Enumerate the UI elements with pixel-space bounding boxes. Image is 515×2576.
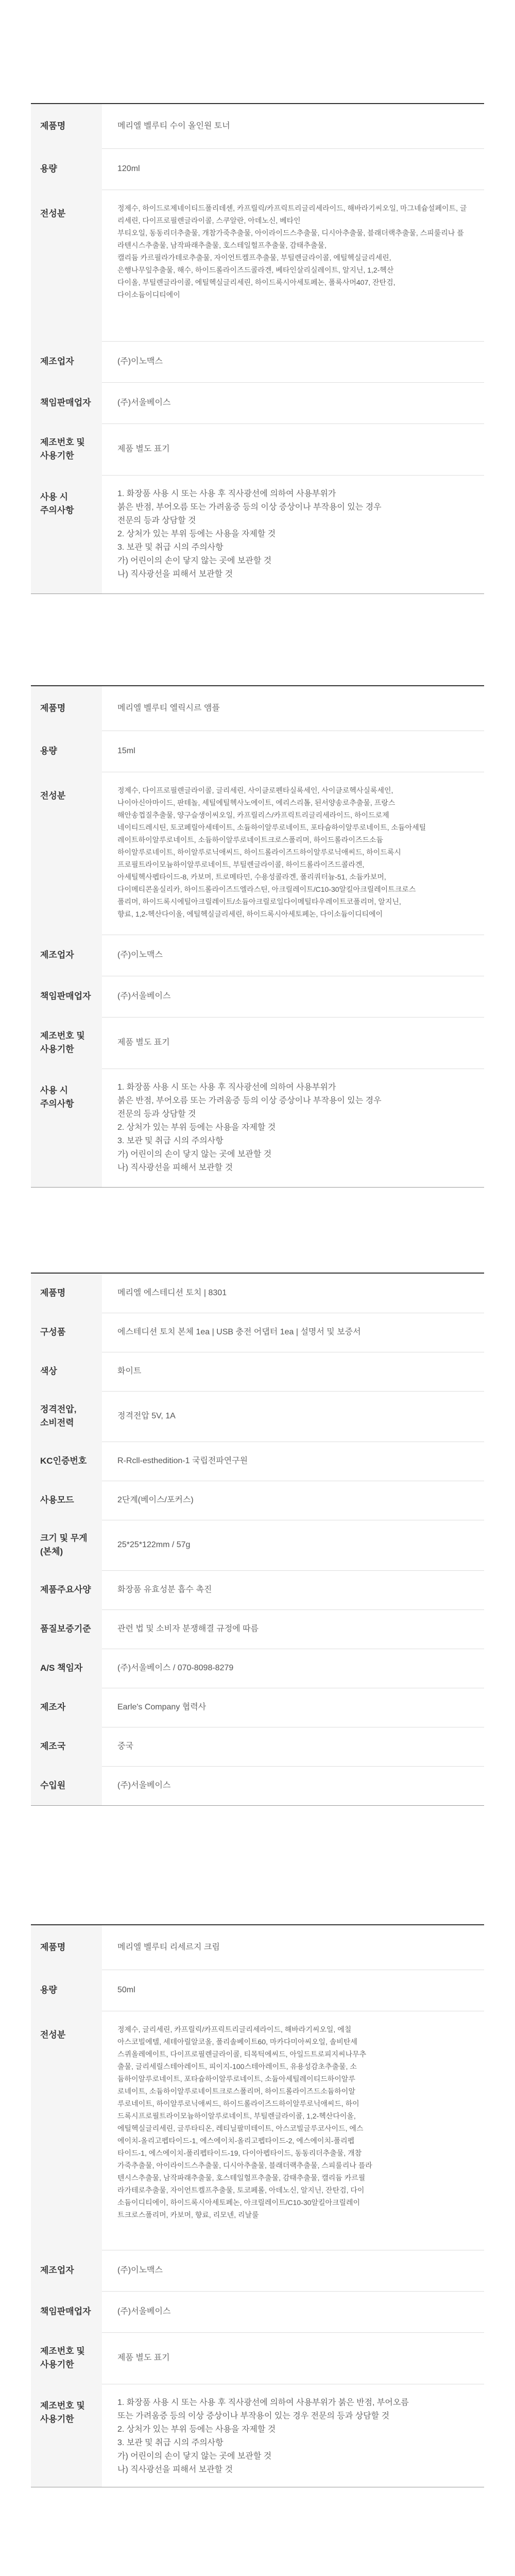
row-label: 사용 시 주의사항 [40, 1086, 74, 1109]
row-label: 책임판매업자 [40, 991, 91, 1001]
row-label-cell [31, 475, 102, 594]
row-value: (주)이노맥스 [117, 357, 163, 366]
table-row [31, 2250, 484, 2292]
table-row [31, 1570, 484, 1610]
table-row [31, 1352, 484, 1392]
row-value: 제품 별도 표기 [117, 2353, 170, 2362]
row-label: 크기 및 무게 (본체) [40, 1533, 88, 1556]
product-info-table-cream [31, 1924, 484, 2474]
row-label-cell [31, 2291, 102, 2332]
row-value: 15ml [117, 747, 135, 755]
row-label: 제품명 [40, 1942, 66, 1952]
row-label-cell [31, 686, 102, 731]
row-label-cell [31, 976, 102, 1017]
row-value: 중국 [117, 1742, 133, 1751]
row-label-cell [31, 382, 102, 423]
row-value: 50ml [117, 1986, 135, 1994]
row-label-cell [31, 190, 102, 341]
row-label-cell [31, 935, 102, 976]
row-value: 2단계(베이스/포커스) [117, 1496, 194, 1504]
row-value: 관련 법 및 소비자 분쟁해결 규정에 따름 [117, 1624, 259, 1633]
table-row [31, 1481, 484, 1520]
row-label: 제조번호 및 사용기한 [40, 2401, 85, 2424]
table-row [31, 1017, 484, 1069]
row-label-cell [31, 2011, 102, 2250]
row-value: 120ml [117, 164, 140, 173]
row-label: KC인증번호 [40, 1456, 87, 1466]
row-label-cell [31, 2250, 102, 2291]
table-row [31, 2291, 484, 2333]
row-label: 구성품 [40, 1327, 66, 1337]
row-label: 색상 [40, 1366, 57, 1376]
row-label: 제조번호 및 사용기한 [40, 2346, 85, 2369]
row-label: 사용모드 [40, 1495, 74, 1505]
table-row [31, 1727, 484, 1767]
table-row [31, 2384, 484, 2487]
row-label-cell [31, 1688, 102, 1727]
row-value: (주)서울베이스 [117, 992, 171, 1001]
row-value: Earle's Company 협력사 [117, 1703, 207, 1711]
table-row [31, 1442, 484, 1481]
row-value: 화이트 [117, 1367, 142, 1376]
table-row [31, 1391, 484, 1442]
row-label-cell [31, 772, 102, 935]
row-label-cell [31, 1520, 102, 1570]
row-label: 제품주요사양 [40, 1585, 91, 1595]
row-label-cell [31, 1570, 102, 1609]
row-label-cell [31, 1727, 102, 1766]
row-label-cell [31, 423, 102, 475]
row-value: (주)서울베이스 [117, 1781, 171, 1790]
table-row [31, 1069, 484, 1188]
table-row [31, 2332, 484, 2384]
row-label: 정격전압, 소비전력 [40, 1404, 77, 1428]
row-label-cell [31, 104, 102, 148]
table-row [31, 686, 484, 731]
row-label: 제조국 [40, 1741, 66, 1751]
table-row [31, 1925, 484, 1970]
row-value: 1. 화장품 사용 시 또는 사용 후 직사광선에 의하여 사용부위가 붉은 반점, 부어오름 또는 가려움증 등의 이상 증상이나 부작용이 있는 경우 전문의 등과 상담할 것 2. 상처가 있는 부위 등에는 사용을 자제할 것 3. 보관 및 취급 시의 주의사항 가) 어린이의 손이 닿지 않는 곳에 보관할 것 나) 직사광선을 피해서 보관할 것 [117, 2398, 409, 2474]
row-label: 품질보증기준 [40, 1624, 91, 1634]
row-label: 제조번호 및 사용기한 [40, 437, 85, 461]
row-label-cell [31, 1274, 102, 1313]
row-label-cell [31, 1481, 102, 1520]
row-label: 제조번호 및 사용기한 [40, 1031, 85, 1054]
row-label-cell [31, 1766, 102, 1805]
row-value: 화장품 유효성분 흡수 촉진 [117, 1585, 212, 1594]
row-label-cell [31, 1017, 102, 1069]
row-label-cell [31, 1069, 102, 1187]
table-row [31, 935, 484, 976]
row-value: 메리엘 벨루티 엘릭시르 앰플 [117, 704, 220, 713]
table-row [31, 1313, 484, 1352]
row-value: 25*25*122mm / 57g [117, 1540, 191, 1549]
row-label: 책임판매업자 [40, 2307, 91, 2316]
row-label: 전성분 [40, 209, 66, 218]
row-label: 사용 시 주의사항 [40, 492, 74, 515]
row-value: (주)서울베이스 [117, 2307, 171, 2316]
row-label-cell [31, 1649, 102, 1688]
row-value: (주)서울베이스 / 070-8098-8279 [117, 1664, 234, 1672]
row-value: 메리엘 벨루티 수이 올인원 토너 [117, 122, 230, 130]
row-value: 1. 화장품 사용 시 또는 사용 후 직사광선에 의하여 사용부위가 붉은 반점, 부어오름 또는 가려움증 등의 이상 증상이나 부작용이 있는 경우 전문의 등과 상담할 것 2. 상처가 있는 부위 등에는 사용을 자제할 것 3. 보관 및 취급 시의 주의사항 가) 어린이의 손이 닿지 않는 곳에 보관할 것 나) 직사광선을 피해서 보관할 것 [117, 489, 382, 579]
table-row [31, 1688, 484, 1727]
row-label-cell [31, 1442, 102, 1481]
table-row [31, 1274, 484, 1313]
row-label: 전성분 [40, 2030, 66, 2040]
row-label: 제품명 [40, 121, 66, 131]
table-row [31, 1609, 484, 1649]
row-label: 제조업자 [40, 2265, 74, 2275]
row-label-cell [31, 1970, 102, 2011]
row-label-cell [31, 1352, 102, 1391]
table-row [31, 190, 484, 342]
table-row [31, 731, 484, 772]
product-info-table-ampoule [31, 685, 484, 1172]
row-value: 메리엘 벨루티 리세르지 크림 [117, 1943, 220, 1952]
row-label: 용량 [40, 1985, 57, 1995]
table-row [31, 1649, 484, 1688]
row-value: (주)서울베이스 [117, 398, 171, 407]
row-label: 제품명 [40, 703, 66, 713]
row-label-cell [31, 1391, 102, 1442]
table-row [31, 1766, 484, 1806]
product-info-table-toner [31, 103, 484, 579]
row-value: 제품 별도 표기 [117, 445, 170, 453]
row-label-cell [31, 148, 102, 190]
table-row [31, 423, 484, 476]
table-row [31, 382, 484, 424]
row-label-cell [31, 1313, 102, 1352]
table-row [31, 341, 484, 383]
row-value: 제품 별도 표기 [117, 1038, 170, 1047]
table-row [31, 475, 484, 594]
table-row [31, 772, 484, 935]
row-label: 용량 [40, 746, 57, 756]
row-value: 정제수, 하이드로제네이티드폴리데센, 카프릴릭/카프릭트리글리세라이드, 해바라기씨오일, 마그네슘설페이트, 글리세린, 다이프로필렌글라이콜, 스쿠알란, 아데노신, 베타인 부티오일, 동동리더추출물, 개참가죽추출물, 아이라이드스추출물, 디시아추출물, 블래더랙추출물, 스피룰리나 플라텐시스추출물, 남작파래추출물, 호스테일헐프추출물, 감태추출물, 캘리듐 카르필라가테로추출물, 자이언트켈프추출물, 부틸렌글라이콜, 에틸헥실글리세린, 은행나무잎추출물, 해수, 하이드롤라이즈드콜라겐, 베타인살리실레이트, 알지닌, 1,2-헥산 다이올, 부틸렌글라이콜, 에틸헥실글리세린, 하이드록시아세토페논, 폴록사머407, 잔탄검, 다이소듐이디티에이 [117, 204, 467, 299]
row-label: 전성분 [40, 791, 66, 801]
table-row [31, 2011, 484, 2250]
row-value: 정제수, 다이프로필렌글라이콜, 글리세린, 사이클로펜타실록세인, 사이클로헥사실록세인, 나이아신아마이드, 판테놀, 세틸에틸헥사노에이트, 에리스리톨, 된서양송로추출물, 프랑스 해안송껍질추출물, 양구슬생이씨오일, 카프릴리스/카프릭트리글리세라이드, 하이드로제 네이티드레시틴, 토코페릴아세테이트, 소듐하이알루로네이트, 포타슘하이알루로네이트, 소듐아세틸 레이트하이알루로네이트, 소듐하이알루로네이트크로스폴리머, 하이드롤라이즈드소듐 하이알루로네이트, 하이알루로닉애씨드, 하이드롤라이즈드하이알루로닉애씨드, 하이드록시 프로필트라이모늄하이알루로네이트, 부틸렌글라이콜, 하이드롤라이즈드콜라겐, 아세틸헥사펩타이드-8, 카보머, 트로메타민, 수용성콜라겐, 폴리쿼터늄-51, 소듐카보머, 다이메티콘올실리카, 하이드롤라이즈드엘라스틴, 아크릴레이트/C10-30알킬아크릴레이트크로스 폴리머, 하이드록시에틸아크릴레이트/소듐아크릴로일다이메틸타우레이트코폴리머, 알지닌, 향료, 1,2-헥산다이올, 에틸헥실글리세린, 하이드록시아세토페논, 다이소듐이디티에이 [117, 786, 426, 918]
table-row [31, 104, 484, 149]
row-label-cell [31, 2384, 102, 2487]
row-value: 1. 화장품 사용 시 또는 사용 후 직사광선에 의하여 사용부위가 붉은 반점, 부어오름 또는 가려움증 등의 이상 증상이나 부작용이 있는 경우 전문의 등과 상담할 것 2. 상처가 있는 부위 등에는 사용을 자제할 것 3. 보관 및 취급 시의 주의사항 가) 어린이의 손이 닿지 않는 곳에 보관할 것 나) 직사광선을 피해서 보관할 것 [117, 1083, 382, 1172]
row-value: (주)이노맥스 [117, 2266, 163, 2275]
row-label: 제조업자 [40, 950, 74, 960]
row-label: 수입원 [40, 1781, 66, 1790]
row-value: (주)이노맥스 [117, 951, 163, 959]
row-label: 제품명 [40, 1288, 66, 1298]
table-row [31, 1520, 484, 1571]
row-label-cell [31, 341, 102, 382]
row-value: 정격전압 5V, 1A [117, 1412, 176, 1420]
row-label-cell [31, 731, 102, 772]
row-label-cell [31, 2332, 102, 2384]
row-label-cell [31, 1609, 102, 1649]
row-label-cell [31, 1925, 102, 1970]
product-info-table-torch [31, 1273, 484, 1790]
row-label: 용량 [40, 164, 57, 174]
row-label: 제조자 [40, 1702, 66, 1712]
row-label: 제조업자 [40, 357, 74, 366]
table-row [31, 976, 484, 1018]
row-value: 메리엘 에스테디션 토치 | 8301 [117, 1289, 227, 1297]
table-row [31, 148, 484, 190]
row-value: 정제수, 글리세린, 카프릴릭/카프릭트리글리세라이드, 해바라기씨오일, 에칠 아스코빌에텔, 세테아릴알코올, 폴리솔베이트60, 마카다미아씨오일, 솔비탄세 스퀴올레에이트, 다이프로필렌글라이콜, 티목틱에씨드, 아일드트로피지씨나무추 출물, 글리세릴스테아레이트, 피이지-100스테아레이트, 유용성감초추출물, 소 듐하이알루로네이트, 포타슘하이알루로네이트, 소듐아세틸레이티드하이알루 로네이트, 소듐하이알루로네이트크로스폴리머, 하이드롤라이즈드소듐하이알 루로네이트, 하이알루로닉애씨드, 하이드롤라이즈드하이알루로닉애씨드, 하이 드록시프로필트라이모늄하이알루로네이트, 부틸렌글라이콜, 1,2-헥산다이올, 에틸헥실글리세린, 글루타티온, 레티닐팔미테이트, 아스코빌글루코사이드, 에스 에이치-올리고펩타이드-1, 에스에이치-올리고펩타이드-2, 에스에이치-폴리펩 타이드-1, 에스에이치-폴리펩타이드-19, 다이아펩타이드, 동동리더추출물, 개참 가죽추출물, 아이라이드스추출물, 디시아추출물, 블래더랙추출물, 스피룰리나 플라 텐시스추출물, 남작파래추출물, 호스테일헐프추출물, 감태추출물, 캘리듐 카르필 라가테로추출물, 자이언트켈프추출물, 토코페롤, 아데노신, 알지닌, 잔탄검, 다이 소듐이디티에이, 하이드록시아세토페논, 아크릴레이트/C10-30알킬아크릴레이 트크로스폴리머, 카보머, 향료, 리모넨, 리날룰 [117, 2025, 372, 2219]
row-label: 책임판매업자 [40, 398, 91, 408]
table-row [31, 1970, 484, 2011]
row-label: A/S 책임자 [40, 1663, 83, 1673]
row-value: 에스테디션 토치 본체 1ea | USB 충전 어댑터 1ea | 설명서 및 보증서 [117, 1328, 361, 1336]
row-value: R-Rcll-esthedition-1 국립전파연구원 [117, 1456, 248, 1465]
